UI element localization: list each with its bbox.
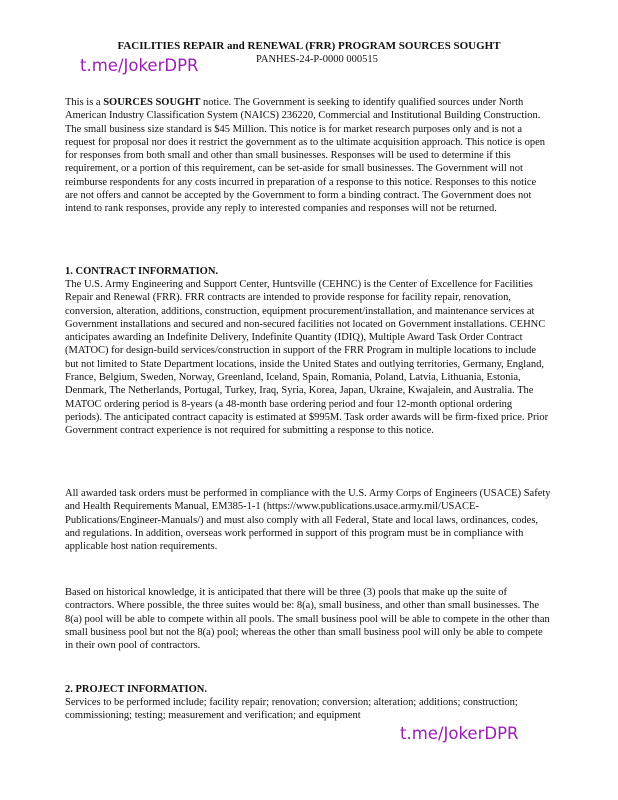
watermark-top: t.me/JokerDPR — [80, 56, 199, 75]
contractor-pools-paragraph: Based on historical knowledge, it is anticipated that there will be three (3) pools that make up the suite of contractors. Where possible, the three suites would be: 8(a), small business, and other than small businesses. The 8(a) pool will be able to compete within all pools. The small business pool will be able to compete in the other than small business pool but not the 8(a) pool; whereas the other than small business pool will only be able to compete in their own pool of contractors. — [65, 587, 550, 652]
contract-information-paragraph: The U.S. Army Engineering and Support Center, Huntsville (CEHNC) is the Center of Excellence for Facilities Repair and Renewal (FRR). FRR contracts are intended to provide response for facility repair, renovation, conversion, alteration, additions, construction, equipment procurement/installation, and maintenance services at Government installations and secured and non-secured facilities not located on Government installations. CEHNC anticipates awarding an Indefinite Delivery, Indefinite Quantity (IDIQ), Multiple Award Task Order Contract (MATOC) for design-build services/construction in support of the FRR Program in multiple locations to include but not limited to State Department locations, inside the United States and outlying territories, Germany, England, France, Belgium, Sweden, Norway, Greenland, Iceland, Spain, Romania, Poland, Latvia, Lithuania, Estonia, Denmark, The Netherlands, Portugal, Turkey, Iraq, Syria, Korea, Japan, Ukraine, Kwajalein, and Australia. The MATOC ordering period is 8-years (a 48-month base ordering period and four 12-month optional ordering periods). The anticipated contract capacity is estimated at $995M. Task order awards will be firm-fixed price. Prior Government contract experience is not required for submitting a response to this notice. — [65, 279, 549, 437]
intro-text: notice. The Government is seeking to identify qualified sources under North American Industry Classification System (NAICS) 236220, Commercial and Institutional Building Construction. The small business size standard is $45 Million. This notice is for market research purposes only and is not a request for proposal nor does it restrict the government as to the ultimate acquisition approach. This notice is open for responses from both small and other than small businesses. Responses will be used to determine if this requirement, or a portion of this requirement, can be set-aside for small businesses. The Government will not reimburse respondents for any costs incurred in preparation of a response to this notice. Responses to this notice are not offers and cannot be accepted by the Government to form a binding contract. The Government does not intend to rank responses, provide any reply to interested companies and responses will not be returned. — [65, 97, 546, 215]
document-title: FACILITIES REPAIR and RENEWAL (FRR) PROGRAM SOURCES SOUGHT — [117, 40, 501, 52]
notice-number: PANHES-24-P-0000 000515 — [256, 54, 378, 65]
watermark-bottom: t.me/JokerDPR — [400, 724, 519, 743]
intro-paragraph — [65, 96, 551, 216]
compliance-paragraph: All awarded task orders must be performed in compliance with the U.S. Army Corps of Engineers (USACE) Safety and Health Requirements Manual, EM385-1-1 (https://www.publications.usace.army.mil/USACE-Publications/Engineer-Manuals/) and must also comply with all Federal, State and local laws, ordinances, codes, and regulations. In addition, overseas work performed in support of this program must be in compliance with applicable host nation requirements. — [65, 488, 551, 553]
intro-lead: This is a — [65, 97, 104, 108]
project-information-paragraph: Services to be performed include; facility repair; renovation; conversion; alteration; additions; construction; commissioning; testing; measurement and verification; and equipment — [65, 697, 518, 722]
intro-emphasis: SOURCES SOUGHT — [103, 97, 201, 108]
section-heading-project-information: 2. PROJECT INFORMATION. — [65, 684, 207, 695]
section-heading-contract-information: 1. CONTRACT INFORMATION. — [65, 266, 219, 277]
